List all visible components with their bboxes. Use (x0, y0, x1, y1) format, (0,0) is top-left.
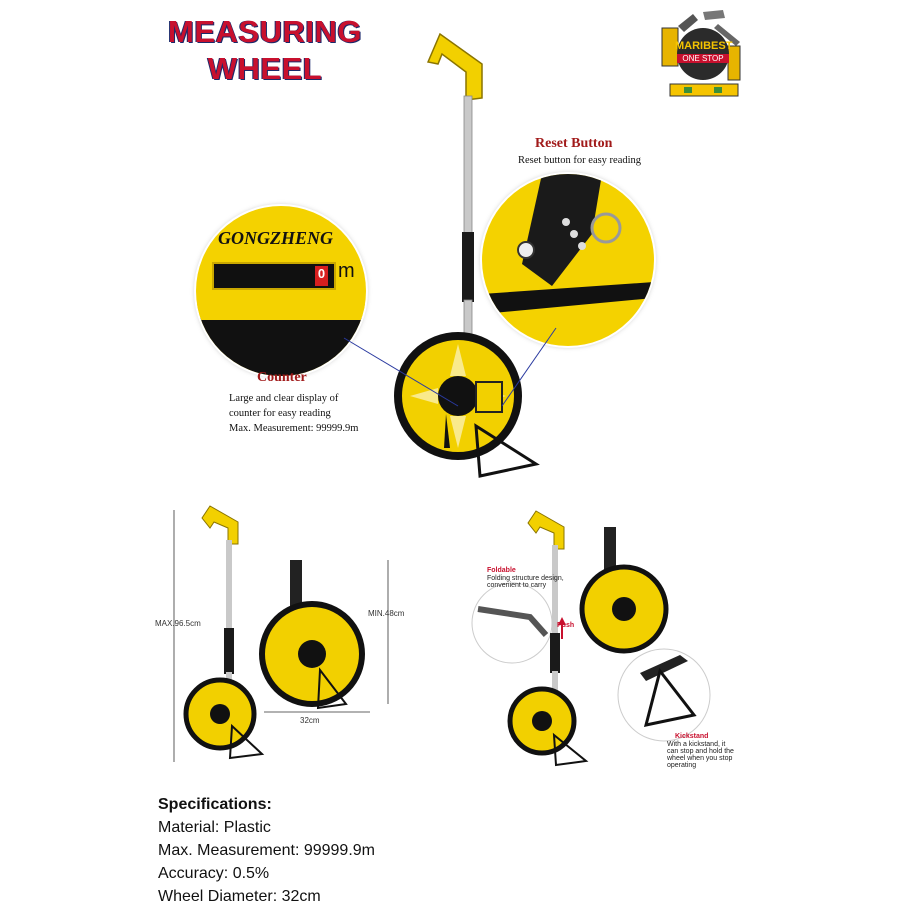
counter-desc-3: Max. Measurement: 99999.9m (229, 423, 359, 434)
reset-title: Reset Button (535, 136, 613, 151)
spec-accuracy: Accuracy: 0.5% (158, 865, 270, 882)
counter-title: Counter (257, 370, 307, 385)
logo-tagline: ONE STOP (677, 54, 729, 63)
title-line2: WHEEL (207, 50, 323, 86)
logo-brand: MARIBEST (675, 40, 733, 52)
spec-heading: Specifications: (158, 796, 272, 813)
spec-diameter: Wheel Diameter: 32cm (158, 888, 321, 905)
counter-brand: GONGZHENG (218, 228, 333, 248)
spec-material: Material: Plastic (158, 819, 271, 836)
reset-desc: Reset button for easy reading (518, 155, 642, 166)
foldable-desc-1: Folding structure design, (487, 575, 564, 582)
title-line1: MEASURING (168, 14, 362, 49)
kickstand-desc-3: wheel when you stop (667, 755, 733, 762)
dimensions-illustration (150, 500, 400, 770)
spec-max: Max. Measurement: 99999.9m (158, 842, 375, 859)
kickstand-title: Kickstand (675, 733, 709, 740)
dimension-min: MIN.48cm (368, 609, 405, 618)
foldable-title: Foldable (487, 567, 516, 574)
counter-desc-1: Large and clear display of (229, 393, 339, 404)
dimension-width: 32cm (300, 716, 320, 725)
foldable-desc-2: convenient to carry (487, 582, 547, 589)
counter-desc-2: counter for easy reading (229, 408, 331, 419)
push-label: Push (557, 622, 575, 629)
counter-digit: 0 (315, 266, 328, 286)
kickstand-desc-2: can stop and hold the (667, 748, 734, 755)
kickstand-desc-1: With a kickstand, it (667, 741, 726, 748)
dimension-max: MAX.96.5cm (155, 619, 201, 628)
kickstand-desc-4: operating (667, 762, 697, 769)
counter-unit: m (338, 260, 355, 282)
specifications (158, 793, 558, 908)
